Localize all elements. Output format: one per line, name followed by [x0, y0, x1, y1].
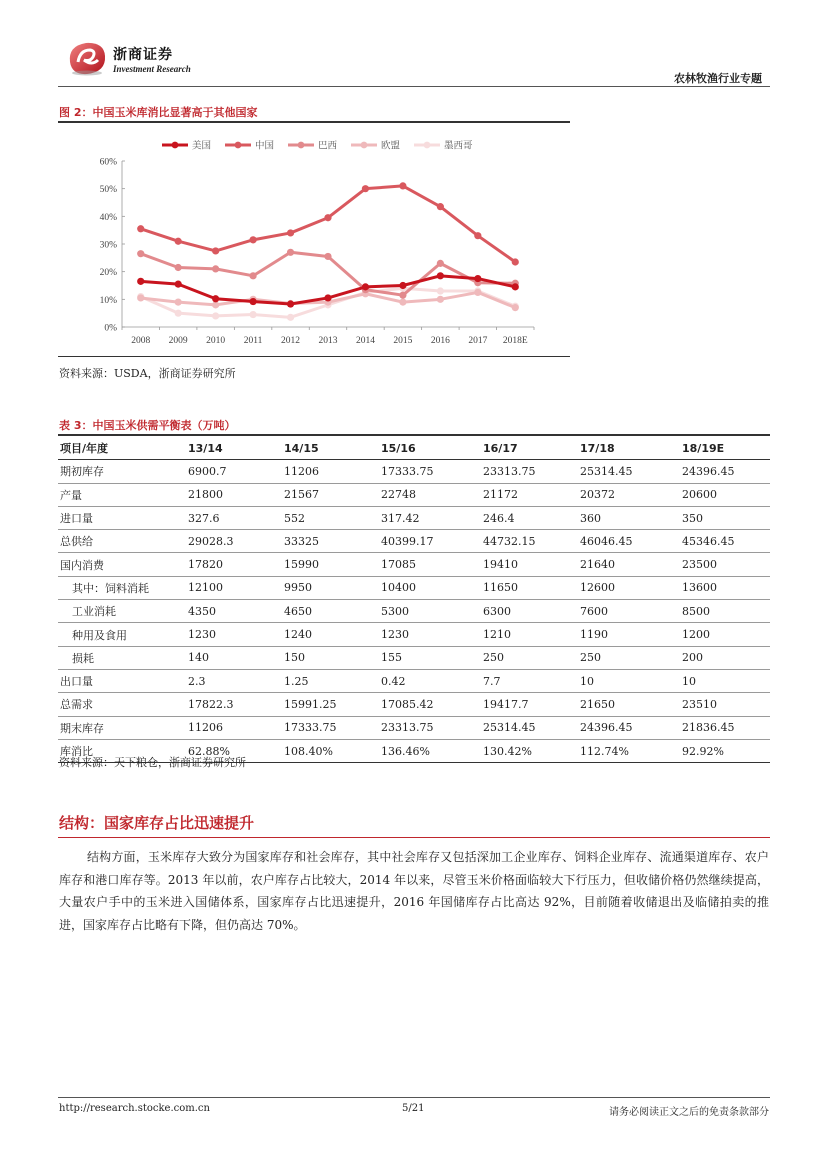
- table-cell: 11206: [188, 716, 284, 739]
- table-row: [58, 460, 770, 483]
- body-paragraph: 结构方面，玉米库存大致分为国家库存和社会库存，其中社会库存又包括深加工企业库存、饲料企业库存、流通渠道库存、农户库存和港口库存等。2013 年以前，农户库存占比较大，2014 年以来，尽管玉米价格面临较大下行压力，但收储价格仍然继续提高，大量农户手中的玉米进入国储体系，国家库存占比迅速提升，2016 年国储库存占比高达 92%，目前随着收储退出及临储拍卖的推进，国家库存占比略有下降，但仍高达 70%。: [59, 850, 769, 932]
- table-cell: 17085: [381, 553, 483, 576]
- x-tick-label: 2018E: [502, 336, 528, 346]
- data-point: [212, 265, 219, 272]
- table-cell: 25314.45: [580, 460, 682, 483]
- table-row: [58, 600, 770, 623]
- table-cell: 250: [580, 646, 682, 669]
- table-cell: 246.4: [483, 506, 580, 529]
- data-point: [399, 292, 406, 299]
- legend-entry: [288, 141, 338, 152]
- x-tick-label: 2012: [281, 336, 301, 346]
- footer-divider: [58, 1097, 770, 1098]
- table-row-label: 国内消费: [58, 553, 188, 576]
- table-top-rule: [58, 434, 770, 436]
- data-point: [137, 278, 144, 285]
- data-point: [324, 253, 331, 260]
- data-point: [474, 289, 481, 296]
- data-point: [287, 300, 294, 307]
- table-cell: 23510: [682, 693, 770, 716]
- legend-entry: [351, 140, 401, 152]
- legend-swatch-marker: [235, 142, 242, 149]
- table-header-cell: 项目/年度: [58, 437, 188, 460]
- table-cell: 1240: [284, 623, 381, 646]
- legend-label: 中国: [255, 140, 275, 152]
- table-row-label: 损耗: [58, 646, 188, 669]
- table-cell: 360: [580, 506, 682, 529]
- data-point: [437, 203, 444, 210]
- table-cell: 19417.7: [483, 693, 580, 716]
- table-cell: 17333.75: [381, 460, 483, 483]
- figure-caption: 图 2：中国玉米库消比显著高于其他国家: [59, 106, 258, 119]
- table-row-label: 期初库存: [58, 460, 188, 483]
- data-point: [249, 236, 256, 243]
- supply-demand-table: [58, 437, 770, 763]
- table-cell: 11650: [483, 576, 580, 599]
- table-header-cell: 18/19E: [682, 437, 770, 460]
- company-logo: [66, 40, 108, 76]
- data-point: [437, 296, 444, 303]
- table-cell: 17822.3: [188, 693, 284, 716]
- table-cell: 8500: [682, 600, 770, 623]
- legend-label: 墨西哥: [444, 140, 473, 152]
- table-row: [58, 553, 770, 576]
- report-category-title: 农林牧渔行业专题: [674, 72, 762, 85]
- data-point: [137, 225, 144, 232]
- header-divider: [58, 86, 770, 87]
- table-cell: 112.74%: [580, 739, 682, 762]
- table-row-label: 进口量: [58, 506, 188, 529]
- table-cell: 4350: [188, 600, 284, 623]
- table-cell: 2.3: [188, 669, 284, 692]
- footer-disclaimer: 请务必阅读正文之后的免责条款部分: [609, 1107, 769, 1118]
- table-cell: 1200: [682, 623, 770, 646]
- x-tick-label: 2010: [206, 336, 226, 346]
- legend-swatch-marker: [361, 142, 368, 149]
- legend-entry: [414, 141, 473, 152]
- chart-legend: [162, 140, 473, 152]
- table-cell: 19410: [483, 553, 580, 576]
- table-cell: 13600: [682, 576, 770, 599]
- x-tick-label: 2008: [131, 336, 151, 346]
- legend-entry: [162, 140, 211, 152]
- table-cell: 62.88%: [188, 739, 284, 762]
- table-cell: 44732.15: [483, 530, 580, 553]
- table-cell: 45346.45: [682, 530, 770, 553]
- table-row-label: 总供给: [58, 530, 188, 553]
- data-point: [175, 281, 182, 288]
- table-cell: 15990: [284, 553, 381, 576]
- table-cell: 327.6: [188, 506, 284, 529]
- figure-source-note: 资料来源：USDA，浙商证券研究所: [59, 367, 236, 380]
- data-point: [212, 295, 219, 302]
- legend-label: 巴西: [318, 140, 338, 152]
- table-row: [58, 669, 770, 692]
- table-cell: 24396.45: [580, 716, 682, 739]
- table-cell: 12600: [580, 576, 682, 599]
- table-cell: 22748: [381, 483, 483, 506]
- data-point: [212, 312, 219, 319]
- y-tick-label: 40%: [99, 212, 117, 223]
- table-cell: 136.46%: [381, 739, 483, 762]
- table-cell: 21836.45: [682, 716, 770, 739]
- data-point: [474, 275, 481, 282]
- table-cell: 1190: [580, 623, 682, 646]
- footer-url: http://research.stocke.com.cn: [59, 1103, 210, 1114]
- data-point: [287, 229, 294, 236]
- table-source-note: 资料来源：天下粮仓，浙商证券研究所: [59, 756, 246, 769]
- table-cell: 6900.7: [188, 460, 284, 483]
- series-line: [141, 186, 516, 262]
- legend-label: 美国: [192, 140, 212, 152]
- data-point: [324, 294, 331, 301]
- table-header-cell: 15/16: [381, 437, 483, 460]
- table-header-cell: 13/14: [188, 437, 284, 460]
- figure-top-rule: [58, 121, 570, 123]
- table-cell: 17333.75: [284, 716, 381, 739]
- table-cell: 1.25: [284, 669, 381, 692]
- data-point: [437, 260, 444, 267]
- table-cell: 33325: [284, 530, 381, 553]
- table-header-cell: 14/15: [284, 437, 381, 460]
- table-cell: 10400: [381, 576, 483, 599]
- brand-english-name: Investment Research: [113, 64, 191, 74]
- table-header-row: [58, 437, 770, 460]
- table-header-cell: 17/18: [580, 437, 682, 460]
- table-caption: 表 3：中国玉米供需平衡表（万吨）: [59, 419, 236, 432]
- table-cell: 29028.3: [188, 530, 284, 553]
- table-cell: 23313.75: [483, 460, 580, 483]
- legend-entry: [225, 140, 274, 152]
- data-point: [137, 294, 144, 301]
- table-cell: 20600: [682, 483, 770, 506]
- x-tick-label: 2013: [318, 336, 338, 346]
- table-cell: 7600: [580, 600, 682, 623]
- table-row-label: 其中：饲料消耗: [58, 576, 188, 599]
- chart-series: [137, 182, 519, 321]
- table-row-label: 种用及食用: [58, 623, 188, 646]
- table-cell: 5300: [381, 600, 483, 623]
- table-cell: 155: [381, 646, 483, 669]
- data-point: [512, 283, 519, 290]
- brand-name: 浙商证券: [113, 47, 173, 63]
- table-row: [58, 623, 770, 646]
- table-cell: 21640: [580, 553, 682, 576]
- x-tick-label: 2011: [243, 336, 263, 346]
- data-point: [362, 185, 369, 192]
- table-header-cell: 16/17: [483, 437, 580, 460]
- table-cell: 92.92%: [682, 739, 770, 762]
- table-row-label: 期末库存: [58, 716, 188, 739]
- table-cell: 6300: [483, 600, 580, 623]
- table-cell: 0.42: [381, 669, 483, 692]
- data-point: [437, 287, 444, 294]
- table-cell: 17820: [188, 553, 284, 576]
- table-row-label: 工业消耗: [58, 600, 188, 623]
- data-point: [175, 299, 182, 306]
- table-cell: 150: [284, 646, 381, 669]
- table-cell: 350: [682, 506, 770, 529]
- table-cell: 23313.75: [381, 716, 483, 739]
- data-point: [324, 214, 331, 221]
- data-point: [249, 311, 256, 318]
- table-cell: 1230: [381, 623, 483, 646]
- legend-label: 欧盟: [381, 140, 401, 152]
- table-row-label: 产量: [58, 483, 188, 506]
- x-tick-label: 2015: [393, 336, 413, 346]
- table-cell: 20372: [580, 483, 682, 506]
- table-cell: 24396.45: [682, 460, 770, 483]
- table-row: [58, 530, 770, 553]
- data-point: [512, 304, 519, 311]
- y-tick-label: 50%: [99, 185, 117, 196]
- table-cell: 11206: [284, 460, 381, 483]
- table-cell: 17085.42: [381, 693, 483, 716]
- page-number: 5/21: [402, 1103, 425, 1114]
- table-cell: 7.7: [483, 669, 580, 692]
- table-row-label: 出口量: [58, 669, 188, 692]
- table-row: [58, 483, 770, 506]
- table-row: [58, 693, 770, 716]
- line-chart: [58, 128, 570, 354]
- chart-y-axis: [100, 158, 125, 334]
- table-cell: 46046.45: [580, 530, 682, 553]
- y-tick-label: 10%: [99, 295, 117, 306]
- data-point: [287, 314, 294, 321]
- data-point: [399, 282, 406, 289]
- table-cell: 200: [682, 646, 770, 669]
- table-cell: 15991.25: [284, 693, 381, 716]
- y-tick-label: 60%: [99, 157, 117, 168]
- data-point: [287, 249, 294, 256]
- data-point: [512, 258, 519, 265]
- table-cell: 1230: [188, 623, 284, 646]
- table-cell: 108.40%: [284, 739, 381, 762]
- data-point: [474, 232, 481, 239]
- x-tick-label: 2016: [430, 336, 450, 346]
- data-point: [437, 272, 444, 279]
- data-point: [175, 238, 182, 245]
- table-cell: 130.42%: [483, 739, 580, 762]
- data-point: [212, 247, 219, 254]
- data-point: [249, 272, 256, 279]
- data-point: [399, 182, 406, 189]
- table-cell: 250: [483, 646, 580, 669]
- table-cell: 4650: [284, 600, 381, 623]
- table-cell: 21650: [580, 693, 682, 716]
- table-cell: 552: [284, 506, 381, 529]
- table-cell: 10: [682, 669, 770, 692]
- y-tick-label: 30%: [99, 240, 117, 251]
- table-row: [58, 716, 770, 739]
- table-cell: 12100: [188, 576, 284, 599]
- table-cell: 21567: [284, 483, 381, 506]
- table-cell: 40399.17: [381, 530, 483, 553]
- legend-swatch-marker: [298, 142, 305, 149]
- figure-bottom-rule: [58, 356, 570, 357]
- data-point: [137, 250, 144, 257]
- table-row: [58, 576, 770, 599]
- x-tick-label: 2017: [468, 336, 488, 346]
- table-cell: 10: [580, 669, 682, 692]
- data-point: [399, 299, 406, 306]
- chart-x-axis: [122, 327, 534, 346]
- section-heading: 结构：国家库存占比迅速提升: [59, 814, 255, 832]
- data-point: [249, 298, 256, 305]
- table-cell: 21800: [188, 483, 284, 506]
- data-point: [175, 264, 182, 271]
- table-cell: 317.42: [381, 506, 483, 529]
- data-point: [362, 283, 369, 290]
- y-tick-label: 0%: [104, 323, 117, 334]
- data-point: [175, 310, 182, 317]
- table-row: [58, 506, 770, 529]
- table-cell: 1210: [483, 623, 580, 646]
- x-tick-label: 2014: [355, 336, 375, 346]
- table-row: [58, 646, 770, 669]
- table-cell: 9950: [284, 576, 381, 599]
- table-row-label: 库消比: [58, 739, 188, 762]
- legend-swatch-marker: [172, 142, 179, 149]
- table-row-label: 总需求: [58, 693, 188, 716]
- y-tick-label: 20%: [99, 268, 117, 279]
- table-cell: 23500: [682, 553, 770, 576]
- table-cell: 140: [188, 646, 284, 669]
- section-divider: [58, 837, 770, 838]
- table-cell: 25314.45: [483, 716, 580, 739]
- legend-swatch-marker: [424, 142, 431, 149]
- x-tick-label: 2009: [168, 336, 188, 346]
- table-cell: 21172: [483, 483, 580, 506]
